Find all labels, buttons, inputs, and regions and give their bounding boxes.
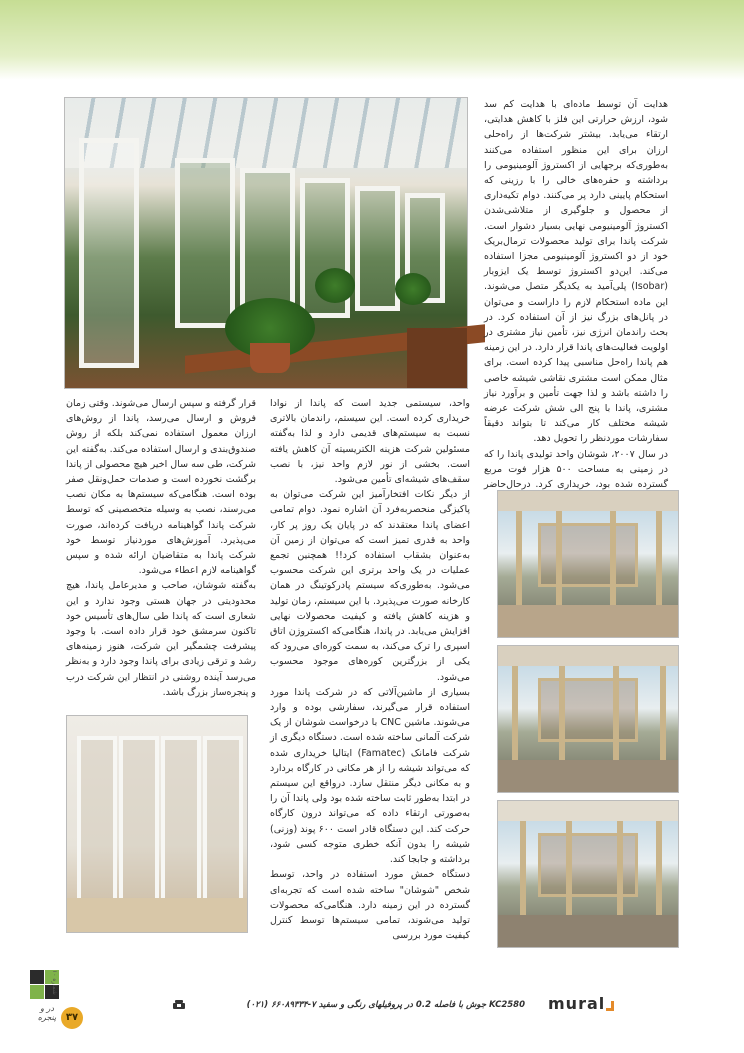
text-column-right: هدایت آن توسط ماده‌ای با هدایت کم سد شود، ارزش حرارتی این فلز با کاهش هدایتی، ارتقاء می‌یابد. بیشتر شرکت‌ها از راه‌حلی ارزان برای این منظور استفاده می‌کنند به‌طوری‌که برجهایی از اکستروژ آلومینیومی را برداشته و حفره‌های خالی را با رزینی که استحکام پایینی دارد پر می‌کنند. دوام‌ تکیه‌داری از محصول و جلوگیری از متلاشی‌شدن اکستروژ آلومینیومی نهایی بسیار دشوار است. شرکت پاندا برای تولید محصولات ترمال‌بریک خود از دو اکستروژ آلومینیومی مجزا استفاده می‌کند. این‌دو اکستروژ توسط یک ایزوبار (Isobar) پلی‌آمید به یکدیگر متصل می‌شوند. این ماده استحکام لازم را داراست و می‌توان در پانل‌های بزرگ نیز از آن استفاده کرد. در بحث راندمان انرژی نیز، تأمین نیاز مشتری در اولویت فعالیت‌های پاندا قرار دارد. در این زمینه هم پاندا راه‌حل مناسبی پیدا کرده است. برای مثال ممکن است مشتری نقاشی‌ شیشه خاصی را داشته باشد و لذا جهت تأمین و برآورد نیاز مشتری، پاندا با پنج الی شش شرکت عرضه شیشه مختلف کار می‌کند تا بتواند دقیقاً سفارشات موردنظر را تحویل دهد. در سال ۲۰۰۷، شوشان واحد تولیدی پاندا را که در زمینی به مساحت ۵۰۰ هزار فوت مربع گسترده شده بود، خریداری کرد. درحال‌حاضر [484, 99, 668, 491]
brand-name: mural [548, 994, 606, 1013]
text-column-middle: واحد، سیستمی جدید است که پاندا از نوادا خریداری کرده است. این سیستم، راندمان بالاتری نسبت به سیستم‌های قدیمی دارد و لذا به‌گفته مسئولین شرکت هزینه الکتریسیته آن کاهش یافته است. بخشی از نور لازم واحد نیز، با نصب سقف‌های شیشه‌ای تأمین می‌شود. از دیگر نکات افتخارآمیز این شرکت می‌توان به پاکیزگی منحصربه‌فرد آن اشاره نمود. دوام‌ تمامی اعضای پاندا معتقدند که در پایان یک روز پر کار، واحد به قدری تمیز است که می‌توان از زمین آن به‌عنوان بشقاب استفاده کرد!! همچنین تجمع عملیات در یک واحد برتری این شرکت محسوب می‌شود. به‌طوری‌که سیستم پادرکوتینگ در همان کارخانه صورت می‌پذیرد. با این سیستم، زمان تولید و هزینه کاهش یافته و کیفیت محصولات نهایی افزایش می‌یابد. در پاندا، هنگامی‌که اکستروژن اتاق اسپری را ترک می‌کند، به سمت کوره‌ای می‌رود که یکی از بزرگترین کوره‌های موجود محسوب می‌شود. بسیاری از ماشین‌آلاتی که در شرکت پاندا مورد استفاده قرار می‌گیرند، سفارشی بوده و وارد می‌شوند. ماشین CNC با درخواست شوشان از یک شرکت آلمانی ساخته شده است. دستگاه دیگری از شرکت فامانک (Famatec) ایتالیا خریداری شده که می‌تواند شیشه را از هر مکانی در کارگاه بردارد و به مکانی دیگر منتقل سازد. درواقع این سیستم در ابتدا به‌طور ثابت ساخته شده بود ولی پاندا آن را به‌صورتی ارتقاء داده که می‌تواند درون کارگاه حرکت کند. این دستگاه قادر است ۶۰۰ پوند (وزنی) شیشه را بدون آنکه خطری متوجه کسی شود، برداشته و جابجا کند. دستگاه خمش مورد استفاده در واحد، توسط شخص "شوشان" ساخته شده است که تجربه‌ای گسترده در این زمینه دارد. هنگامی‌که محصولات تولید می‌شوند، تمامی سیستم‌ها توسط کنترل کیفیت مورد بررسی [270, 398, 471, 942]
issue-label: شماره ۱۰ [51, 970, 58, 995]
phone-icon [172, 1000, 186, 1010]
brand-mark-icon [606, 1001, 614, 1011]
magazine-title: در و پنجره [37, 1004, 57, 1022]
window-corner-photo-3 [497, 800, 679, 948]
sunroom-photo [64, 97, 468, 389]
window-corner-photo-2 [497, 645, 679, 793]
footer [0, 990, 744, 1030]
page-number: ۳۷ [61, 1007, 83, 1029]
header-band [0, 0, 744, 80]
sliding-doors-photo [66, 715, 248, 933]
footer-ad-text: KC2580 جوش با فاصله 0.2 در پروفیلهای رنگی و سفید ۷-۶۶۰۸۹۳۳۴ (۰۲۱) [246, 1000, 525, 1010]
brand-logo [548, 994, 614, 1013]
window-corner-photo-1 [497, 490, 679, 638]
text-column-left: قرار گرفته و سپس ارسال می‌شوند. وقتی زمان فروش و ارسال می‌رسد، پاندا از روش‌های ارزان معمول استفاده نمی‌کند بلکه از روش صندوق‌بندی و ارسال استفاده می‌کند. به‌گفته این شرکت، طی سه سال اخیر هیچ محصولی از پاندا برگشت نخورده است و صدمات حمل‌ونقل صفر بوده است. هنگامی‌که سیستم‌ها به مکان نصب می‌رسند، نصب به وسیله متخصصینی که توسط شرکت پاندا گواهینامه دریافت کرده‌اند، صورت می‌پذیرد. آموزش‌های موردنیاز توسط خود شرکت پاندا به متقاضیان ارائه شده و سپس گواهینامه لازم اعطاء می‌شود. به‌گفته شوشان، صاحب و مدیرعامل پاندا، هیچ محدودیتی در جهان هستی وجود ندارد و این شعاری است که پاندا طی سال‌های تأسیس خود تاکنون سرمشق خود قرار داده است. با وجود پیشرفت چشمگیر این شرکت، هنوز زمینه‌های رشد و ترقی زیادی برای پاندا وجود دارد و به‌نظر می‌رسد آینده روشنی در انتظار این شرکت درب و پنجره‌ساز بزرگ باشد. [66, 398, 256, 698]
